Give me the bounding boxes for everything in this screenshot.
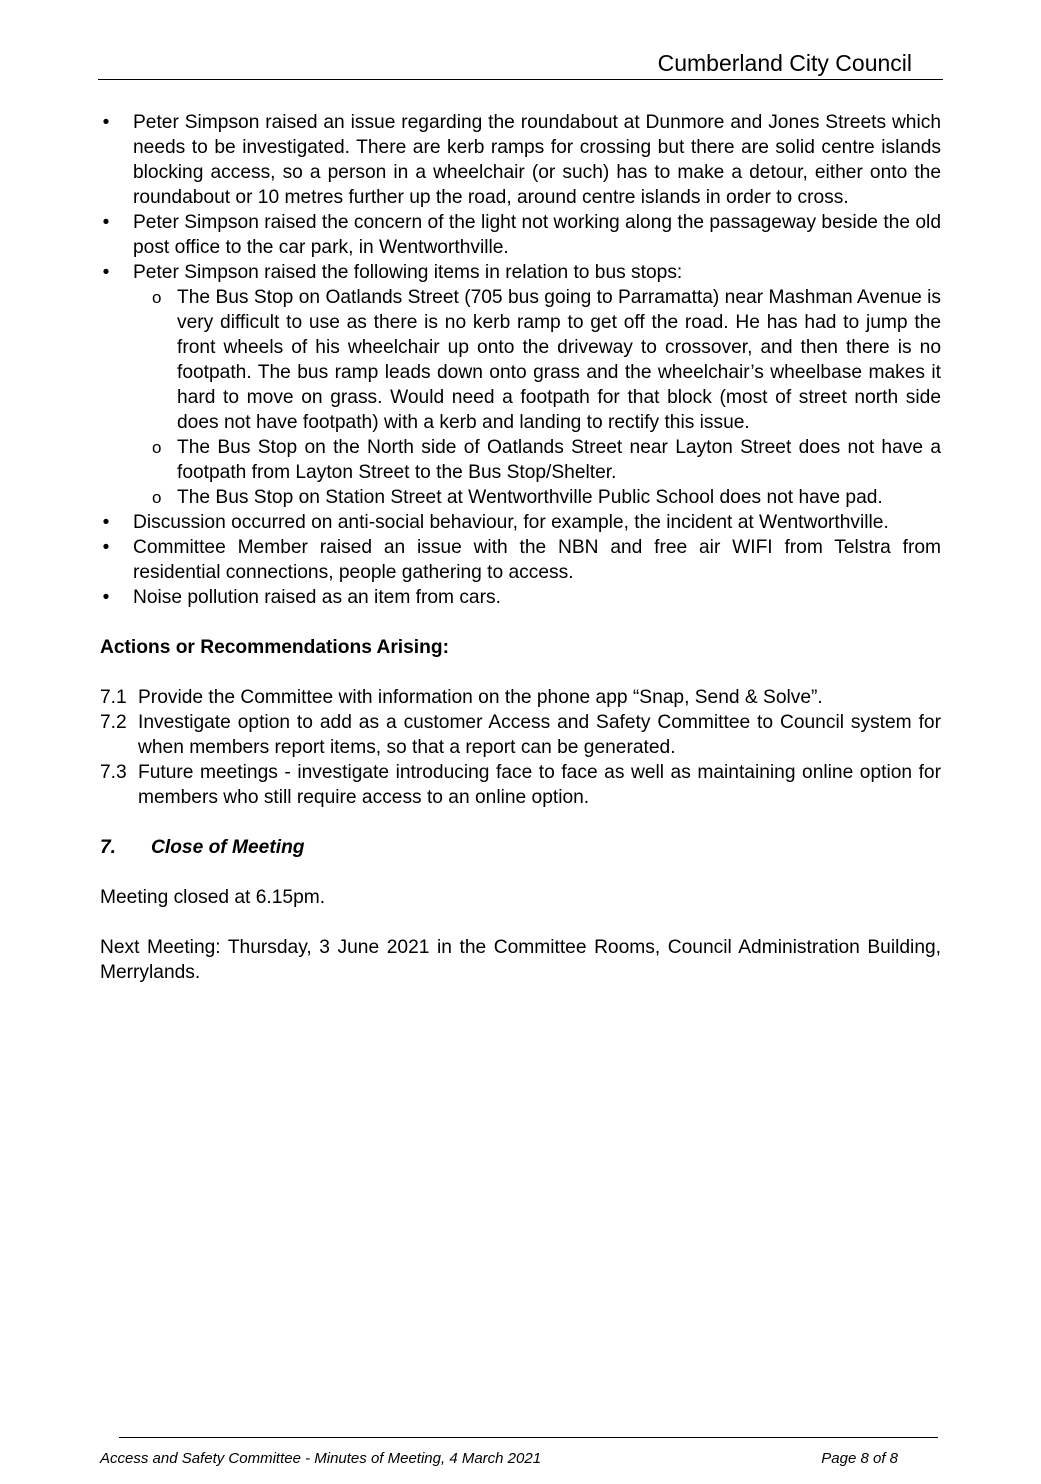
footer-page-number: Page 8 of 8 (821, 1450, 898, 1467)
bullet-icon: • (102, 212, 110, 233)
list-item-text: Committee Member raised an issue with the NBN and free air WIFI from Telstra from residential connections, people gathering to access. (133, 537, 941, 583)
list-item-text: Discussion occurred on anti-social behaviour, for example, the incident at Wentworthville. (133, 512, 889, 533)
close-of-meeting-heading (100, 835, 941, 860)
action-number: 7.3 (100, 762, 127, 783)
list-item (100, 210, 941, 260)
sub-list-item (133, 435, 941, 485)
list-item-text: Peter Simpson raised the concern of the light not working along the passageway beside the old post office to the car park, in Wentworthville. (133, 212, 941, 258)
next-meeting-text: Next Meeting: Thursday, 3 June 2021 in the Committee Rooms, Council Administration Building, Merrylands. (100, 937, 941, 983)
bullet-icon: • (102, 112, 110, 133)
circle-bullet-icon: o (152, 488, 162, 507)
action-item (100, 685, 941, 710)
footer-divider (119, 1437, 938, 1438)
issues-list (100, 110, 941, 610)
sub-list-item (133, 485, 941, 510)
bullet-icon: • (102, 587, 110, 608)
list-item (100, 260, 941, 510)
list-item (100, 585, 941, 610)
list-item-text: Noise pollution raised as an item from cars. (133, 587, 501, 608)
action-number: 7.1 (100, 687, 127, 708)
bus-stop-sublist (133, 285, 941, 510)
organisation-name: Cumberland City Council (657, 50, 912, 76)
sub-list-item-text: The Bus Stop on the North side of Oatlands Street near Layton Street does not have a footpath from Layton Street to the Bus Stop/Shelter. (177, 437, 941, 483)
action-item (100, 760, 941, 810)
section-title: Close of Meeting (151, 837, 305, 858)
sub-list-item-text: The Bus Stop on Oatlands Street (705 bus going to Parramatta) near Mashman Avenue is very difficult to use as there is no kerb ramp to get off the road. He has had to jump the front wheels of his wheelchair up onto the driveway to crossover, and then there is no footpath. The bus ramp leads down onto grass and the wheelchair’s wheelbase makes it hard to move on grass. Would need a footpath for that block (most of street north side does not have footpath) with a kerb and landing to rectify this issue. (177, 287, 941, 433)
circle-bullet-icon: o (152, 438, 162, 457)
action-item (100, 710, 941, 760)
minutes-body (100, 110, 941, 985)
list-item (100, 535, 941, 585)
actions-list (100, 685, 941, 810)
bullet-icon: • (102, 512, 110, 533)
list-item (100, 110, 941, 210)
action-text: Future meetings - investigate introducing face to face as well as maintaining online option for members who still require access to an online option. (138, 762, 941, 808)
sub-list-item (133, 285, 941, 435)
list-item-text: Peter Simpson raised the following items in relation to bus stops: (133, 262, 683, 283)
bullet-icon: • (102, 537, 110, 558)
sub-list-item-text: The Bus Stop on Station Street at Wentworthville Public School does not have pad. (177, 487, 883, 508)
meeting-closed-text: Meeting closed at 6.15pm. (100, 887, 326, 908)
section-number: 7. (100, 837, 117, 858)
footer-document-title: Access and Safety Committee - Minutes of Meeting, 4 March 2021 (100, 1450, 542, 1467)
bullet-icon: • (102, 262, 110, 283)
action-number: 7.2 (100, 712, 127, 733)
header-divider (98, 79, 943, 80)
list-item-text: Peter Simpson raised an issue regarding the roundabout at Dunmore and Jones Streets which needs to be investigated. There are kerb ramps for crossing but there are solid centre islands blocking access, so a person in a wheelchair (or such) has to make a detour, either onto the roundabout or 10 metres further up the road, around centre islands in order to cross. (133, 112, 941, 208)
circle-bullet-icon: o (152, 288, 162, 307)
actions-heading: Actions or Recommendations Arising: (100, 637, 449, 658)
action-text: Provide the Committee with information on the phone app “Snap, Send & Solve”. (138, 687, 823, 708)
list-item (100, 510, 941, 535)
action-text: Investigate option to add as a customer Access and Safety Committee to Council system for when members report items, so that a report can be generated. (138, 712, 941, 758)
